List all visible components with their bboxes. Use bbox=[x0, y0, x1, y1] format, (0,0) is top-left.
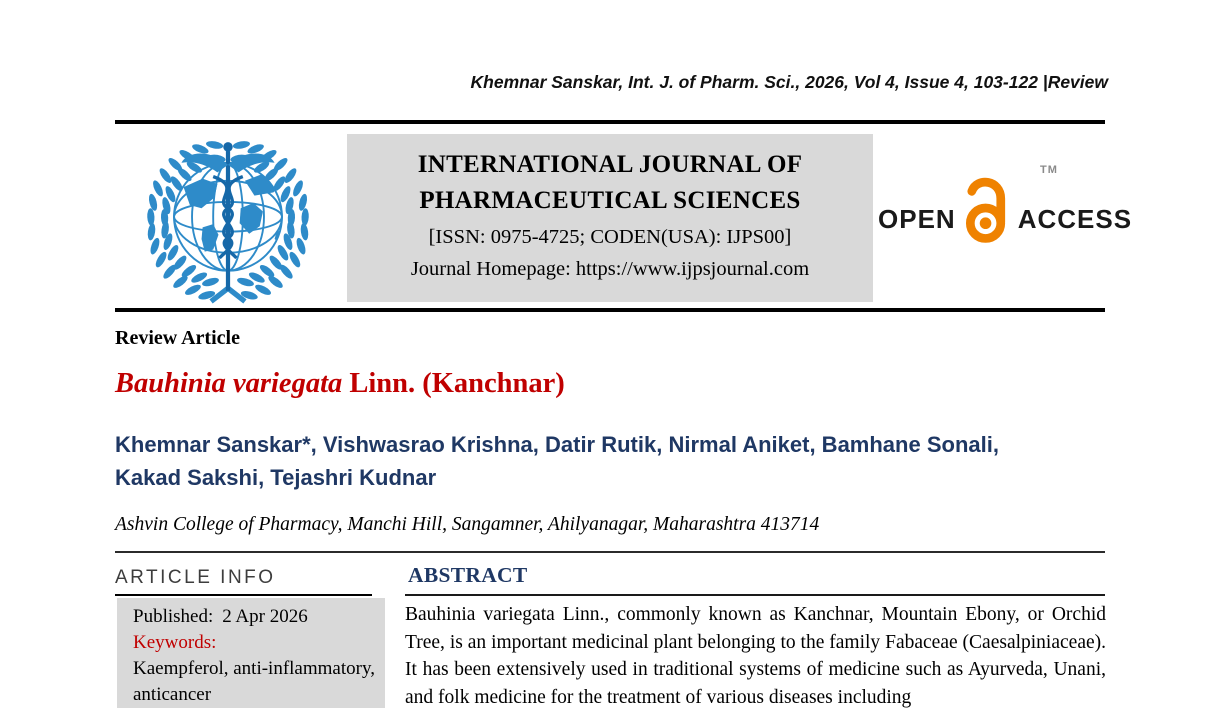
abstract-heading: ABSTRACT bbox=[408, 563, 528, 587]
affiliation-divider-rule bbox=[115, 551, 1105, 553]
article-type-label: Review Article bbox=[115, 327, 240, 349]
article-info-rule bbox=[115, 594, 372, 596]
open-access-logo bbox=[878, 156, 1133, 260]
issn-coden-line: [ISSN: 0975-4725; CODEN(USA): IJPS00] bbox=[428, 226, 792, 248]
open-access-access-label: ACCESS bbox=[1017, 203, 1133, 234]
article-title-botanical-name: Bauhinia variegata bbox=[115, 368, 343, 399]
published-date: 2 Apr 2026 bbox=[222, 606, 308, 627]
top-rule bbox=[115, 120, 1105, 124]
globe-caduceus-wreath-icon bbox=[122, 130, 334, 312]
author-affiliation: Ashvin College of Pharmacy, Manchi Hill, Sangamner, Ahilyanagar, Maharashtra 413714 bbox=[115, 514, 820, 535]
trademark-symbol: TM bbox=[1040, 164, 1058, 176]
keywords-text: Kaempferol, anti-inflammatory, anticancer bbox=[133, 658, 375, 705]
banner-bottom-rule bbox=[115, 308, 1105, 312]
published-label: Published: bbox=[133, 606, 214, 627]
article-title bbox=[115, 368, 565, 400]
article-title-suffix: Linn. (Kanchnar) bbox=[342, 368, 565, 399]
journal-homepage-link[interactable]: Journal Homepage: https://www.ijpsjournal.com bbox=[410, 258, 810, 280]
abstract-rule bbox=[405, 594, 1105, 596]
journal-logo bbox=[122, 130, 334, 312]
article-info-panel bbox=[117, 598, 385, 708]
article-info-heading: ARTICLE INFO bbox=[115, 567, 276, 588]
published-line bbox=[133, 604, 377, 630]
keywords-label: Keywords: bbox=[133, 632, 217, 653]
open-access-open-label: OPEN bbox=[878, 203, 956, 234]
journal-name-line2: PHARMACEUTICAL SCIENCES bbox=[419, 187, 801, 214]
open-lock-icon bbox=[958, 158, 1016, 258]
masthead-banner bbox=[347, 134, 873, 302]
journal-name-line1: INTERNATIONAL JOURNAL OF bbox=[417, 151, 803, 178]
running-header: Khemnar Sanskar, Int. J. of Pharm. Sci., 2026, Vol 4, Issue 4, 103-122 |Review bbox=[470, 72, 1108, 92]
author-list: Khemnar Sanskar*, Vishwasrao Krishna, Datir Rutik, Nirmal Aniket, Bamhane Sonali, Kakad Sakshi, Tejashri Kudnar bbox=[115, 432, 999, 490]
abstract-text: Bauhinia variegata Linn., commonly known as Kanchnar, Mountain Ebony, or Orchid Tree, is an important medicinal plant belonging to the family Fabaceae (Caesalpiniaceae). It has been extensively used in traditional systems of medicine such as Ayurveda, Unani, and folk medicine for the treatment of various diseases including bbox=[405, 604, 1106, 708]
